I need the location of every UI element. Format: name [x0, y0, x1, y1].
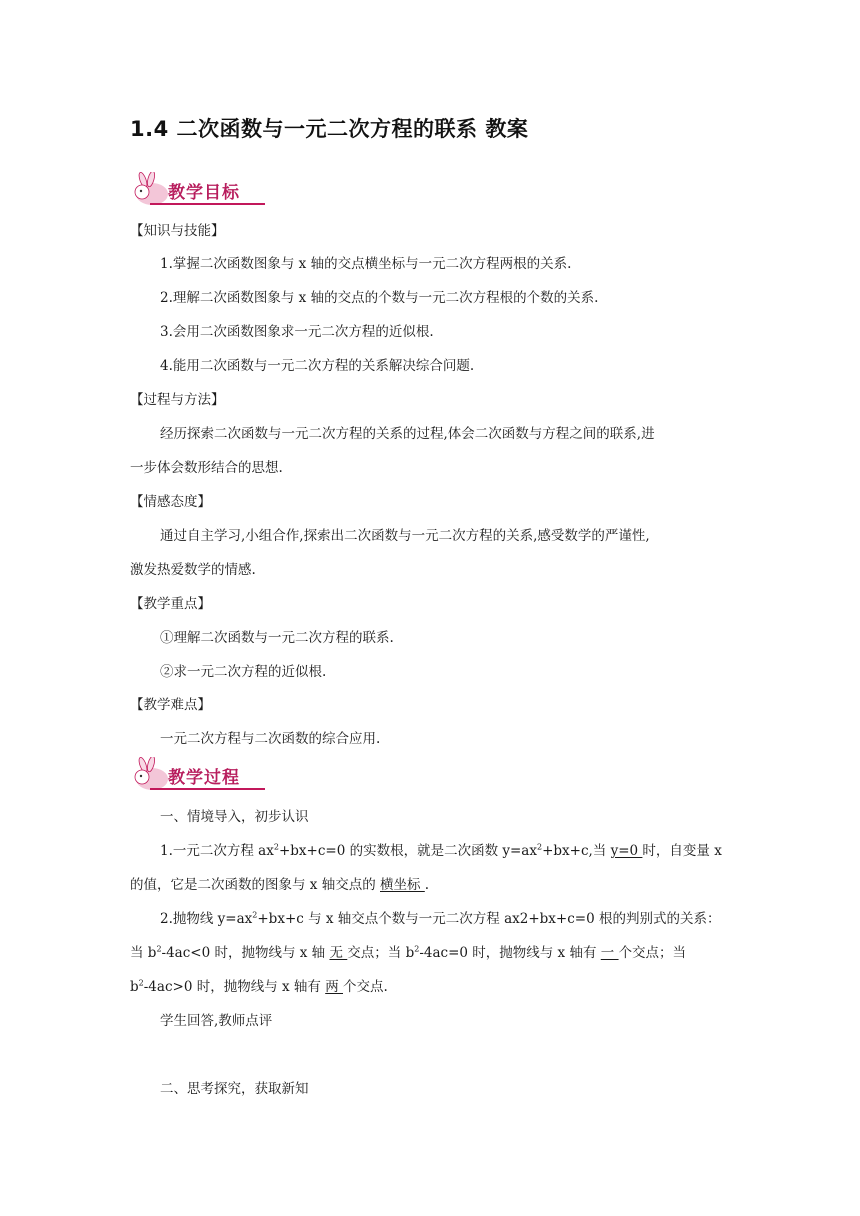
paragraph-line: 经历探索二次函数与一元二次方程的关系的过程,体会二次函数与方程之间的联系,进	[160, 426, 655, 442]
section-badge-goal	[130, 172, 265, 208]
paragraph-line: 通过自主学习,小组合作,探索出二次函数与一元二次方程的关系,感受数学的严谨性,	[160, 528, 650, 544]
part1-title: 一、情境导入，初步认识	[160, 809, 309, 825]
section-badge-process	[130, 757, 265, 793]
answer-blank: 横坐标	[380, 877, 425, 893]
answer-blank: 两	[325, 979, 343, 995]
list-item: 1.掌握二次函数图象与 x 轴的交点横坐标与一元二次方程两根的关系.	[160, 256, 572, 272]
heading-knowledge: 【知识与技能】	[130, 223, 225, 239]
answer-blank: y=0	[610, 843, 643, 859]
heading-emotion: 【情感态度】	[130, 494, 211, 510]
paragraph-line: 激发热爱数学的情感.	[130, 562, 256, 578]
question-2-line2: 当 $b^2-4ac<0$ 时，抛物线与 x 轴 无 交点；当 $b^2-4ac=0$ 时，抛物线与 x 轴有 一 个交点；当	[130, 944, 687, 961]
question-2-line1: 2.抛物线 $y=ax^2+bx+c$ 与 x 轴交点个数与一元二次方程 ax2+bx+c=0 根的判别式的关系：	[160, 910, 721, 927]
teacher-note: 学生回答,教师点评	[160, 1013, 273, 1029]
paragraph-line: 一元二次方程与二次函数的综合应用.	[160, 731, 381, 747]
answer-blank: 一	[600, 945, 619, 961]
heading-difficulty: 【教学难点】	[130, 697, 211, 713]
paragraph-line: 一步体会数形结合的思想.	[130, 460, 283, 476]
heading-key-points: 【教学重点】	[130, 596, 211, 612]
list-item: 2.理解二次函数图象与 x 轴的交点的个数与一元二次方程根的个数的关系.	[160, 290, 599, 306]
list-item: ②求一元二次方程的近似根.	[160, 664, 327, 680]
badge-underline	[150, 203, 265, 205]
badge-underline	[150, 788, 265, 790]
part2-title: 二、思考探究，获取新知	[160, 1081, 309, 1097]
page-title: 1.4 二次函数与一元二次方程的联系 教案	[130, 117, 529, 141]
list-item: 3.会用二次函数图象求一元二次方程的近似根.	[160, 324, 434, 340]
question-1-line1: 1.一元二次方程 $ax^2+bx+c=0$ 的实数根，就是二次函数 $y=ax^2+bx+c$,当 y=0 时，自变量 x	[160, 842, 722, 859]
heading-process-method: 【过程与方法】	[130, 392, 225, 408]
answer-blank: 无	[329, 945, 348, 961]
badge-label: 教学目标	[168, 183, 240, 203]
question-1-line2: 的值，它是二次函数的图象与 x 轴交点的 横坐标 .	[130, 877, 430, 893]
list-item: 4.能用二次函数与一元二次方程的关系解决综合问题.	[160, 358, 475, 374]
list-item: ①理解二次函数与一元二次方程的联系.	[160, 630, 394, 646]
badge-label: 教学过程	[168, 768, 240, 788]
question-2-line3: $b^2-4ac>0$ 时，抛物线与 x 轴有 两 个交点.	[130, 978, 388, 995]
